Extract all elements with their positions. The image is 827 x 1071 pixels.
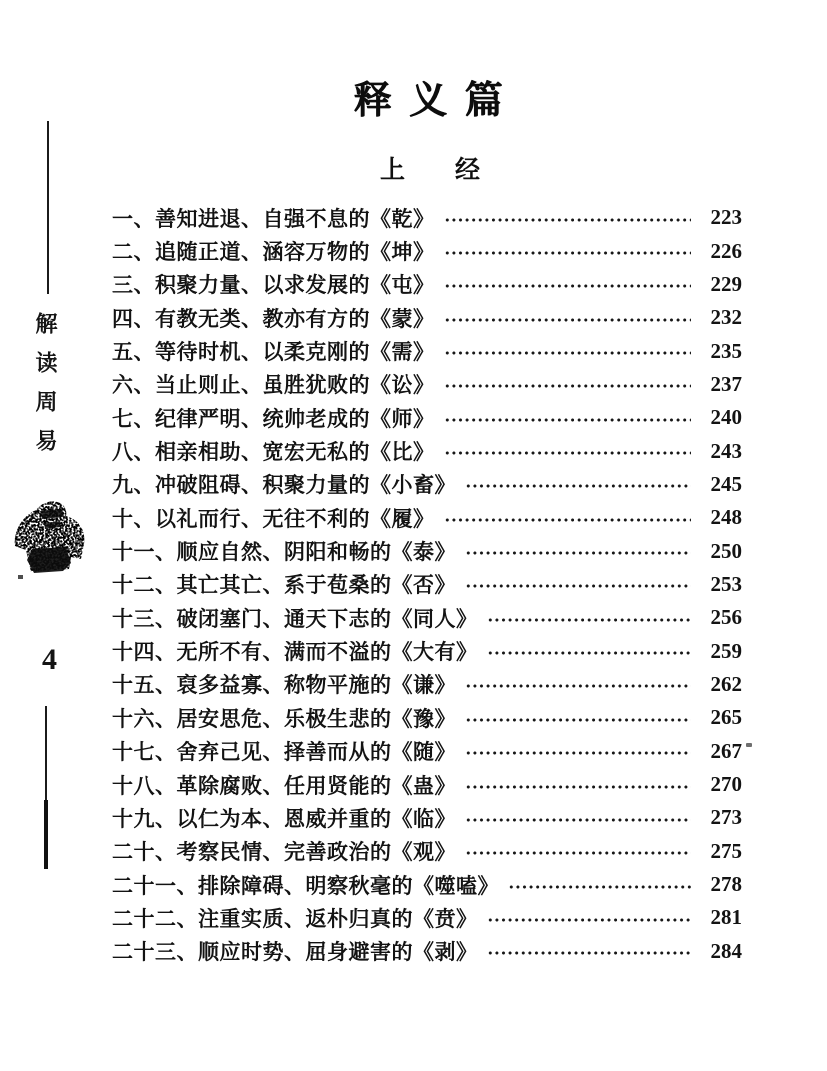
dot-leader [444,518,692,522]
toc-row [112,868,742,901]
dot-leader [444,351,692,355]
dot-leader [465,818,691,822]
dot-leader [487,651,692,655]
toc-row [112,801,742,834]
toc-entry-label: 二十、考察民情、完善政治的《观》 [112,840,456,865]
toc-entry-label: 九、冲破阻碍、积聚力量的《小畜》 [112,473,456,498]
toc-entry-page: 284 [710,938,742,963]
toc-row [112,534,742,567]
toc-row [112,835,742,868]
toc-row [112,434,742,467]
toc-entry-page: 275 [710,838,742,863]
dot-leader [444,251,692,255]
spine-title: 解读周易 [33,312,58,468]
toc-entry-label: 十九、以仁为本、恩威并重的《临》 [112,806,456,831]
toc-entry-label: 十、以礼而行、无往不利的《履》 [112,506,435,531]
toc-entry-page: 229 [710,271,742,296]
dot-leader [444,284,692,288]
toc-entry-label: 八、相亲相助、宽宏无私的《比》 [112,440,435,465]
toc-row [112,201,742,234]
toc-row [112,234,742,267]
dot-leader [465,551,691,555]
toc-row [112,668,742,701]
dot-leader [465,584,691,588]
scan-artifact-speck [746,743,752,747]
toc-entry-label: 二十二、注重实质、返朴归真的《贲》 [112,906,478,931]
toc-entry-page: 278 [710,872,742,897]
folio-number: 4 [42,643,57,676]
dot-leader [487,618,692,622]
toc-row [112,701,742,734]
toc-entry-page: 259 [710,638,742,663]
toc-entry-label: 五、等待时机、以柔克刚的《需》 [112,340,435,365]
dot-leader [444,384,692,388]
dot-leader [465,751,691,755]
toc-entry-label: 十二、其亡其亡、系于苞桑的《否》 [112,573,456,598]
toc-row [112,601,742,634]
toc-row [112,301,742,334]
toc-row [112,901,742,934]
dot-leader [465,851,691,855]
toc-row [112,768,742,801]
toc-row [112,634,742,667]
toc-entry-label: 十八、革除腐败、任用贤能的《蛊》 [112,773,456,798]
dot-leader [487,951,692,955]
toc-entry-page: 267 [710,738,742,763]
toc-entry-label: 六、当止则止、虽胜犹败的《讼》 [112,373,435,398]
toc-entry-page: 273 [710,805,742,830]
spine-rule-bottom-thick [44,800,48,869]
toc-row [112,935,742,968]
dot-leader [465,718,691,722]
dot-leader [465,484,691,488]
spine-stamp-image [10,499,90,587]
toc-entry-page: 253 [710,571,742,596]
toc-entry-page: 226 [710,238,742,263]
toc-entry-page: 245 [710,471,742,496]
toc-row [112,268,742,301]
toc-list [112,201,742,968]
section-heading: 上 经 [379,157,480,184]
toc-entry-label: 十五、裒多益寡、称物平施的《谦》 [112,673,456,698]
toc-row [112,501,742,534]
toc-entry-page: 243 [710,438,742,463]
toc-entry-label: 十一、顺应自然、阴阳和畅的《泰》 [112,540,456,565]
toc-row [112,334,742,367]
toc-entry-page: 248 [710,505,742,530]
toc-entry-label: 二、追随正道、涵容万物的《坤》 [112,240,435,265]
toc-entry-label: 四、有教无类、教亦有方的《蒙》 [112,306,435,331]
toc-entry-label: 十三、破闭塞门、通天下志的《同人》 [112,606,478,631]
spine-rule-top [47,121,49,294]
toc-entry-label: 十七、舍弃己见、择善而从的《随》 [112,740,456,765]
toc-entry-page: 235 [710,338,742,363]
toc-row [112,568,742,601]
dot-leader [444,218,692,222]
toc-entry-page: 281 [710,905,742,930]
toc-entry-page: 232 [710,305,742,330]
dot-leader [444,318,692,322]
toc-entry-page: 262 [710,671,742,696]
dot-leader [465,684,691,688]
chapter-title: 释 义 篇 [353,80,507,122]
toc-entry-label: 七、纪律严明、统帅老成的《师》 [112,406,435,431]
toc-entry-label: 二十三、顺应时势、屈身避害的《剥》 [112,940,478,965]
toc-entry-page: 223 [710,205,742,230]
toc-entry-page: 240 [710,405,742,430]
toc-entry-page: 265 [710,705,742,730]
dot-leader [508,885,691,889]
toc-entry-page: 237 [710,371,742,396]
toc-entry-label: 二十一、排除障碍、明察秋毫的《噬嗑》 [112,873,499,898]
toc-entry-page: 270 [710,772,742,797]
toc-entry-label: 三、积聚力量、以求发展的《屯》 [112,273,435,298]
toc-entry-page: 250 [710,538,742,563]
dot-leader [487,918,692,922]
dot-leader [465,785,691,789]
toc-row [112,735,742,768]
toc-entry-label: 十六、居安思危、乐极生悲的《豫》 [112,706,456,731]
dot-leader [444,418,692,422]
toc-row [112,401,742,434]
toc-row [112,468,742,501]
toc-row [112,368,742,401]
main-column [100,0,760,1071]
toc-entry-label: 十四、无所不有、满而不溢的《大有》 [112,640,478,665]
dot-leader [444,451,692,455]
toc-entry-page: 256 [710,605,742,630]
toc-entry-label: 一、善知进退、自强不息的《乾》 [112,206,435,231]
